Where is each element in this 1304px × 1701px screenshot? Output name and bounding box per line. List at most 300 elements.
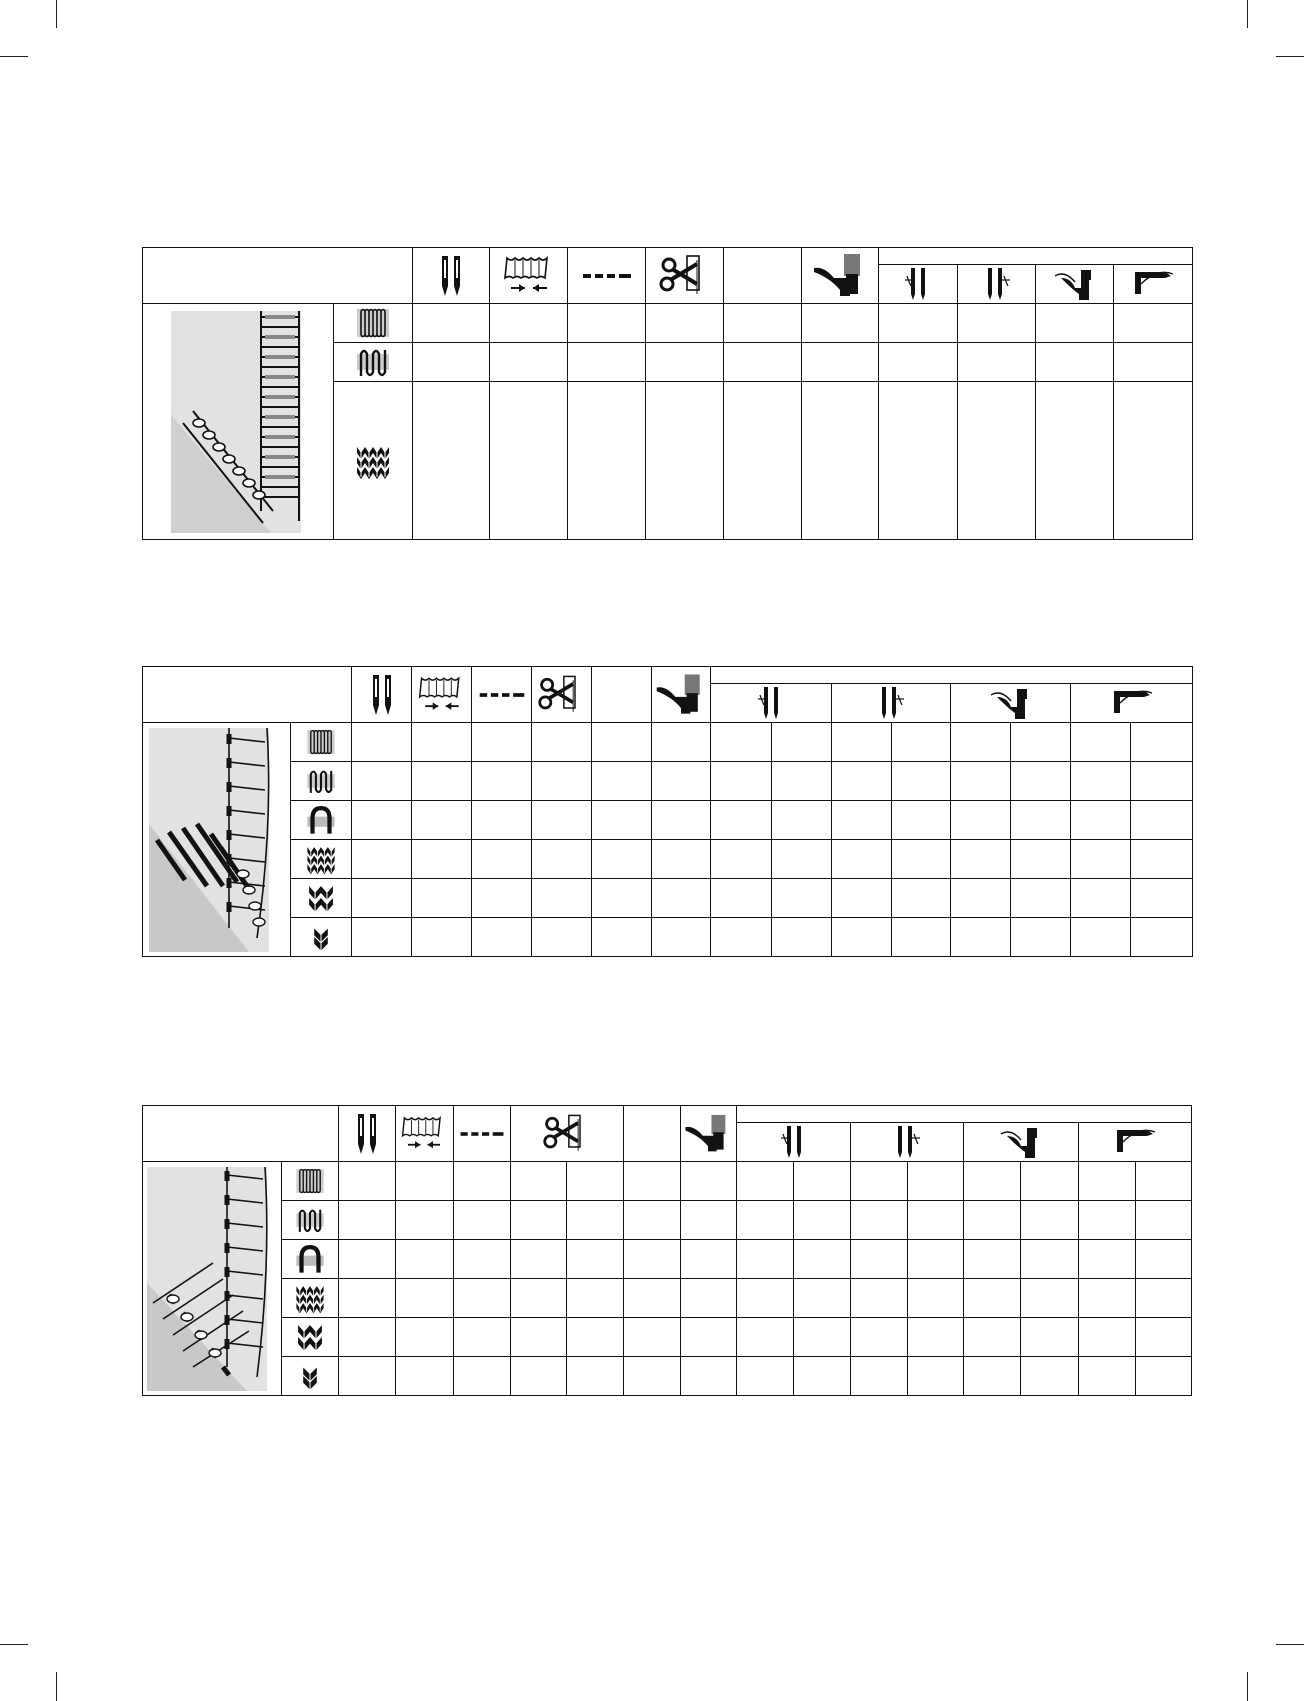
value-cell — [396, 1162, 453, 1201]
value-cell — [794, 1357, 851, 1396]
value-cell — [737, 1201, 794, 1240]
value-cell — [339, 1201, 396, 1240]
value-cell — [413, 304, 490, 343]
value-cell — [794, 1162, 851, 1201]
value-cell — [772, 801, 832, 840]
value-cell — [412, 918, 472, 957]
value-cell — [1114, 304, 1193, 343]
value-cell — [892, 801, 951, 840]
light-fabric-icon — [304, 765, 338, 797]
value-cell — [851, 1318, 908, 1357]
value-cell — [412, 723, 472, 762]
value-cell — [490, 382, 568, 540]
value-cell — [1131, 918, 1193, 957]
value-cell — [339, 1318, 396, 1357]
value-cell — [352, 762, 412, 801]
differential-feed-icon — [501, 254, 557, 298]
value-cell — [592, 801, 652, 840]
value-cell — [851, 1201, 908, 1240]
very-heavy-fabric-icon — [293, 1360, 327, 1392]
value-cell — [566, 1162, 623, 1201]
value-cell — [832, 879, 892, 918]
cutting-width-header — [532, 667, 592, 723]
value-cell — [879, 343, 958, 382]
value-cell — [711, 840, 772, 879]
value-cell — [680, 1162, 736, 1201]
value-cell — [1078, 1318, 1135, 1357]
differential-feed-icon — [399, 1114, 449, 1154]
tension-lower-header — [1071, 684, 1193, 723]
stitch-length-header — [568, 248, 646, 304]
value-cell — [832, 762, 892, 801]
value-cell — [951, 840, 1011, 879]
value-cell — [412, 879, 472, 918]
value-cell — [1114, 343, 1193, 382]
fabric-row-icon — [282, 1240, 339, 1279]
value-cell — [412, 762, 472, 801]
value-cell — [652, 918, 711, 957]
presser-foot-icon — [682, 1112, 734, 1156]
value-cell — [566, 1357, 623, 1396]
value-cell — [1114, 382, 1193, 540]
value-cell — [951, 762, 1011, 801]
value-cell — [1011, 723, 1071, 762]
value-cell — [453, 1240, 510, 1279]
heavy-fabric-icon — [293, 1321, 327, 1353]
value-cell — [510, 1279, 566, 1318]
fabric-row-icon — [291, 762, 352, 801]
upper-looper-tension-icon — [999, 1124, 1043, 1160]
needle-header — [352, 667, 412, 723]
cutting-width-icon — [541, 1111, 593, 1157]
value-cell — [490, 343, 568, 382]
needle-header — [339, 1106, 396, 1162]
value-cell — [396, 1240, 453, 1279]
very-light-fabric-icon — [293, 1165, 327, 1197]
value-cell — [908, 1201, 964, 1240]
value-cell — [623, 1279, 680, 1318]
fabric-row-icon — [334, 382, 413, 540]
differential-feed-icon — [416, 674, 468, 716]
tension-lower-header — [1114, 265, 1193, 304]
settings-table-1 — [142, 247, 1193, 540]
wide-overlock-illustration — [143, 724, 289, 956]
value-cell — [951, 918, 1011, 957]
value-cell — [711, 723, 772, 762]
value-cell — [908, 1240, 964, 1279]
value-cell — [592, 918, 652, 957]
settings-table-2 — [142, 666, 1193, 957]
needle-header — [413, 248, 490, 304]
value-cell — [737, 1318, 794, 1357]
value-cell — [1011, 879, 1071, 918]
fabric-row-icon — [291, 801, 352, 840]
value-cell — [652, 879, 711, 918]
value-cell — [396, 1279, 453, 1318]
heavy-fabric-icon — [304, 882, 338, 914]
value-cell — [680, 1318, 736, 1357]
value-cell — [892, 918, 951, 957]
value-cell — [453, 1357, 510, 1396]
value-cell — [1011, 840, 1071, 879]
very-light-fabric-icon — [304, 726, 338, 758]
value-cell — [964, 1240, 1021, 1279]
value-cell — [592, 723, 652, 762]
value-cell — [1131, 762, 1193, 801]
value-cell — [472, 840, 532, 879]
value-cell — [851, 1162, 908, 1201]
value-cell — [1131, 840, 1193, 879]
value-cell — [568, 343, 646, 382]
value-cell — [794, 1279, 851, 1318]
value-cell — [646, 382, 724, 540]
value-cell — [510, 1318, 566, 1357]
value-cell — [1071, 762, 1131, 801]
cutting-width-icon — [536, 672, 588, 718]
value-cell — [737, 1240, 794, 1279]
value-cell — [1011, 762, 1071, 801]
value-cell — [412, 840, 472, 879]
value-cell — [652, 840, 711, 879]
value-cell — [413, 343, 490, 382]
value-cell — [1021, 1279, 1078, 1318]
crop-mark-bottom-left-h — [0, 1644, 28, 1645]
blank-header — [623, 1106, 680, 1162]
value-cell — [1135, 1357, 1191, 1396]
right-needle-tension-icon — [982, 266, 1012, 302]
value-cell — [1036, 382, 1114, 540]
value-cell — [851, 1240, 908, 1279]
value-cell — [879, 382, 958, 540]
value-cell — [623, 1357, 680, 1396]
blank-header — [724, 248, 802, 304]
value-cell — [1036, 304, 1114, 343]
value-cell — [908, 1357, 964, 1396]
value-cell — [472, 801, 532, 840]
tension-left-header — [737, 1123, 851, 1162]
value-cell — [623, 1162, 680, 1201]
value-cell — [472, 723, 532, 762]
tension-lower-header — [1078, 1123, 1191, 1162]
value-cell — [892, 879, 951, 918]
fabric-row-icon — [291, 918, 352, 957]
value-cell — [352, 879, 412, 918]
left-needle-tension-icon — [903, 266, 933, 302]
diff-feed-header — [412, 667, 472, 723]
value-cell — [592, 840, 652, 879]
value-cell — [352, 801, 412, 840]
light-fabric-icon — [293, 1204, 327, 1236]
value-cell — [1078, 1240, 1135, 1279]
settings-table-3 — [142, 1105, 1192, 1396]
value-cell — [964, 1201, 1021, 1240]
tension-group-header — [737, 1106, 1192, 1123]
presser-foot-header — [652, 667, 711, 723]
value-cell — [646, 304, 724, 343]
value-cell — [1078, 1162, 1135, 1201]
value-cell — [1078, 1279, 1135, 1318]
cutting-width-icon — [657, 252, 713, 300]
medium-heavy-fabric-icon — [353, 443, 393, 479]
fabric-row-icon — [282, 1162, 339, 1201]
value-cell — [566, 1240, 623, 1279]
crop-mark-top-left-v — [56, 0, 57, 28]
value-cell — [958, 304, 1036, 343]
stitch-length-header — [472, 667, 532, 723]
value-cell — [794, 1240, 851, 1279]
tension-left-header — [879, 265, 958, 304]
blank-header — [592, 667, 652, 723]
value-cell — [892, 723, 951, 762]
stitch-length-icon — [476, 674, 528, 716]
diff-feed-header — [490, 248, 568, 304]
value-cell — [1131, 801, 1193, 840]
overlock-flatlock-illustration — [143, 305, 333, 539]
value-cell — [339, 1162, 396, 1201]
upper-looper-tension-icon — [989, 685, 1033, 721]
value-cell — [772, 840, 832, 879]
header-blank-cell — [143, 667, 352, 723]
value-cell — [623, 1318, 680, 1357]
value-cell — [532, 840, 592, 879]
value-cell — [724, 343, 802, 382]
value-cell — [592, 762, 652, 801]
value-cell — [623, 1201, 680, 1240]
tension-right-header — [851, 1123, 964, 1162]
fabric-row-icon — [334, 304, 413, 343]
value-cell — [396, 1318, 453, 1357]
value-cell — [1071, 918, 1131, 957]
value-cell — [737, 1162, 794, 1201]
value-cell — [396, 1201, 453, 1240]
two-needles-icon — [352, 1112, 382, 1156]
upper-looper-tension-icon — [1053, 266, 1097, 302]
value-cell — [566, 1201, 623, 1240]
value-cell — [1131, 723, 1193, 762]
value-cell — [680, 1357, 736, 1396]
value-cell — [646, 343, 724, 382]
value-cell — [680, 1240, 736, 1279]
value-cell — [396, 1357, 453, 1396]
stretch-fabric-icon — [304, 804, 338, 836]
medium-fabric-icon — [304, 843, 338, 875]
fabric-row-icon — [291, 879, 352, 918]
value-cell — [532, 918, 592, 957]
value-cell — [951, 801, 1011, 840]
value-cell — [510, 1162, 566, 1201]
value-cell — [851, 1357, 908, 1396]
value-cell — [802, 304, 879, 343]
value-cell — [711, 762, 772, 801]
value-cell — [964, 1357, 1021, 1396]
value-cell — [680, 1279, 736, 1318]
value-cell — [1071, 723, 1131, 762]
value-cell — [566, 1318, 623, 1357]
value-cell — [680, 1201, 736, 1240]
crop-mark-bottom-right-h — [1276, 1644, 1304, 1645]
value-cell — [772, 762, 832, 801]
crop-mark-top-right-v — [1247, 0, 1248, 28]
value-cell — [724, 304, 802, 343]
value-cell — [623, 1240, 680, 1279]
value-cell — [1071, 801, 1131, 840]
value-cell — [832, 723, 892, 762]
value-cell — [490, 304, 568, 343]
value-cell — [772, 879, 832, 918]
tension-upper-header — [964, 1123, 1078, 1162]
value-cell — [652, 801, 711, 840]
value-cell — [1078, 1357, 1135, 1396]
value-cell — [794, 1318, 851, 1357]
fabric-row-icon — [282, 1201, 339, 1240]
value-cell — [339, 1279, 396, 1318]
value-cell — [1135, 1201, 1191, 1240]
stretch-fabric-icon — [293, 1243, 327, 1275]
value-cell — [908, 1279, 964, 1318]
value-cell — [652, 723, 711, 762]
value-cell — [802, 382, 879, 540]
value-cell — [412, 801, 472, 840]
very-light-fabric-icon — [353, 305, 393, 341]
value-cell — [453, 1201, 510, 1240]
tension-group-header — [711, 667, 1193, 684]
value-cell — [832, 801, 892, 840]
narrow-overlock-illustration — [143, 1163, 281, 1395]
value-cell — [772, 723, 832, 762]
value-cell — [879, 304, 958, 343]
value-cell — [352, 840, 412, 879]
presser-foot-header — [802, 248, 879, 304]
value-cell — [892, 840, 951, 879]
value-cell — [711, 879, 772, 918]
value-cell — [472, 879, 532, 918]
value-cell — [892, 762, 951, 801]
lower-looper-tension-icon — [1129, 266, 1177, 302]
medium-fabric-icon — [293, 1282, 327, 1314]
value-cell — [1135, 1240, 1191, 1279]
left-needle-tension-icon — [779, 1124, 809, 1160]
fabric-row-icon — [282, 1357, 339, 1396]
value-cell — [592, 879, 652, 918]
crop-mark-top-right-h — [1276, 56, 1304, 57]
value-cell — [832, 840, 892, 879]
value-cell — [832, 918, 892, 957]
value-cell — [532, 723, 592, 762]
value-cell — [339, 1357, 396, 1396]
value-cell — [510, 1201, 566, 1240]
tension-group-header — [879, 248, 1193, 265]
value-cell — [737, 1357, 794, 1396]
diff-feed-header — [396, 1106, 453, 1162]
value-cell — [1011, 918, 1071, 957]
value-cell — [339, 1240, 396, 1279]
value-cell — [724, 382, 802, 540]
value-cell — [1131, 879, 1193, 918]
crop-mark-bottom-right-v — [1247, 1672, 1248, 1701]
value-cell — [958, 343, 1036, 382]
two-needles-icon — [367, 673, 397, 717]
value-cell — [1036, 343, 1114, 382]
value-cell — [908, 1162, 964, 1201]
value-cell — [352, 918, 412, 957]
tension-upper-header — [1036, 265, 1114, 304]
value-cell — [1135, 1318, 1191, 1357]
value-cell — [652, 762, 711, 801]
fabric-row-icon — [291, 723, 352, 762]
cutting-width-header — [646, 248, 724, 304]
illustration-cell — [143, 304, 334, 540]
value-cell — [958, 382, 1036, 540]
value-cell — [1021, 1357, 1078, 1396]
lower-looper-tension-icon — [1108, 685, 1156, 721]
value-cell — [532, 879, 592, 918]
value-cell — [1011, 801, 1071, 840]
presser-foot-icon — [810, 252, 870, 300]
value-cell — [794, 1201, 851, 1240]
light-fabric-icon — [353, 344, 393, 380]
value-cell — [352, 723, 412, 762]
lower-looper-tension-icon — [1111, 1124, 1159, 1160]
presser-foot-icon — [653, 672, 709, 718]
value-cell — [1078, 1201, 1135, 1240]
value-cell — [413, 382, 490, 540]
crop-mark-bottom-left-v — [56, 1672, 57, 1701]
value-cell — [472, 918, 532, 957]
value-cell — [453, 1318, 510, 1357]
value-cell — [510, 1240, 566, 1279]
fabric-row-icon — [282, 1318, 339, 1357]
value-cell — [1021, 1240, 1078, 1279]
value-cell — [711, 918, 772, 957]
tension-left-header — [711, 684, 832, 723]
value-cell — [951, 879, 1011, 918]
value-cell — [1021, 1201, 1078, 1240]
value-cell — [453, 1162, 510, 1201]
two-needles-icon — [436, 254, 466, 298]
value-cell — [1135, 1162, 1191, 1201]
value-cell — [711, 801, 772, 840]
stitch-length-icon — [457, 1114, 507, 1154]
value-cell — [951, 723, 1011, 762]
value-cell — [532, 762, 592, 801]
fabric-row-icon — [282, 1279, 339, 1318]
value-cell — [964, 1318, 1021, 1357]
value-cell — [1071, 879, 1131, 918]
fabric-row-icon — [291, 840, 352, 879]
value-cell — [568, 304, 646, 343]
very-heavy-fabric-icon — [304, 921, 338, 953]
value-cell — [532, 801, 592, 840]
value-cell — [1021, 1318, 1078, 1357]
value-cell — [1071, 840, 1131, 879]
value-cell — [453, 1279, 510, 1318]
illustration-cell — [143, 723, 291, 957]
value-cell — [568, 382, 646, 540]
tension-right-header — [958, 265, 1036, 304]
header-blank-cell — [143, 248, 413, 304]
crop-mark-top-left-h — [0, 56, 28, 57]
value-cell — [908, 1318, 964, 1357]
tension-right-header — [832, 684, 951, 723]
value-cell — [851, 1279, 908, 1318]
value-cell — [510, 1357, 566, 1396]
value-cell — [772, 918, 832, 957]
cutting-width-header — [510, 1106, 623, 1162]
left-needle-tension-icon — [756, 685, 786, 721]
presser-foot-header — [680, 1106, 736, 1162]
fabric-row-icon — [334, 343, 413, 382]
value-cell — [964, 1162, 1021, 1201]
